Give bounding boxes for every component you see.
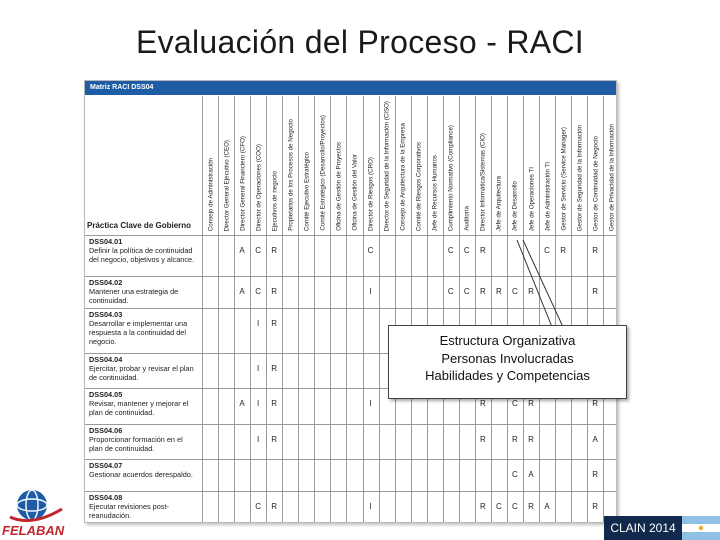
- raci-cell: R: [271, 399, 278, 408]
- role-name: Jefe de Desarrollo: [511, 180, 519, 231]
- raci-cell: I: [369, 287, 372, 296]
- raci-cell: C: [255, 501, 262, 511]
- raci-cell: I: [257, 319, 260, 328]
- raci-cell: I: [257, 364, 260, 373]
- callout-line-people: Personas Involucradas: [441, 350, 574, 366]
- practice-description-line: Revisar, mantener y mejorar el: [89, 399, 189, 408]
- raci-cell: R: [592, 287, 599, 296]
- raci-cell: R: [271, 501, 278, 511]
- practice-description-line: de continuidad.: [89, 373, 139, 382]
- practice-description-line: Definir la política de continuidad: [89, 246, 193, 255]
- practice-code: DSS04.06: [89, 426, 123, 435]
- raci-cell: R: [528, 435, 534, 444]
- callout-line-structure: Estructura Organizativa: [439, 333, 576, 348]
- role-name: Director General Ejecutivo (CEO): [223, 139, 231, 231]
- raci-cell: R: [271, 435, 278, 444]
- raci-cell: R: [479, 287, 486, 296]
- practice-description-line: Ejercitar, probar y revisar el plan: [89, 364, 194, 373]
- raci-cell: I: [369, 399, 372, 408]
- raci-cell: A: [528, 470, 534, 479]
- raci-cell: R: [479, 435, 486, 444]
- role-name: Oficina de Gestión de Proyectos: [335, 142, 343, 231]
- raci-cell: R: [271, 287, 278, 296]
- role-name: Gestor de Servicio (Service Manager): [560, 127, 568, 231]
- raci-cell: R: [479, 399, 486, 408]
- raci-cell: R: [592, 399, 599, 408]
- role-name: Director General Financiero (CFO): [239, 136, 247, 231]
- raci-cell: R: [592, 246, 599, 255]
- raci-cell: C: [512, 501, 518, 511]
- raci-cell: R: [528, 501, 534, 511]
- raci-cell: A: [544, 501, 550, 511]
- practice-code: DSS04.01: [89, 237, 123, 246]
- role-name: Comité de Riesgos Corporativos: [415, 141, 423, 231]
- raci-cell: R: [592, 470, 599, 479]
- raci-cell: C: [512, 399, 518, 408]
- callout-box: [388, 325, 627, 399]
- raci-cell: C: [255, 287, 262, 296]
- role-name: Jefe de Recursos Humanos: [431, 154, 439, 231]
- raci-cell: C: [544, 246, 550, 255]
- raci-cell: I: [369, 501, 372, 511]
- role-name: Comité Estratégico (Desarrollo/Proyectos): [319, 115, 327, 231]
- raci-cell: I: [257, 435, 260, 444]
- felaban-wordmark: FELABAN: [2, 523, 65, 538]
- raci-cell: R: [496, 287, 502, 296]
- practice-code: DSS04.08: [89, 493, 123, 502]
- role-name: Gestor de Privacidad de la Información: [608, 124, 616, 231]
- raci-cell: C: [255, 246, 262, 255]
- raci-cell: R: [479, 501, 486, 511]
- practice-description-line: Gestionar acuerdos derespaldo.: [89, 470, 193, 479]
- raci-cell: R: [271, 364, 278, 373]
- practice-code: DSS04.04: [89, 355, 123, 364]
- raci-cell: C: [463, 246, 470, 255]
- practice-description-line: reanudación.: [89, 511, 132, 520]
- raci-cell: C: [512, 287, 518, 296]
- role-name: Cumplimiento Normativo (Compliance): [447, 124, 455, 231]
- practice-description-line: Desarrollar e implementar una: [89, 319, 188, 328]
- raci-cell: R: [592, 501, 599, 511]
- role-name: Consejo de Arquitectura de la Empresa: [399, 123, 407, 231]
- flag-icon: [682, 516, 720, 540]
- role-name: Consejo de Administración: [207, 157, 215, 231]
- raci-cell: I: [257, 399, 260, 408]
- role-name: Ejecutivos de negocio: [271, 170, 279, 231]
- raci-cell: R: [271, 319, 278, 328]
- raci-cell: A: [239, 246, 245, 255]
- practice-code: DSS04.02: [89, 278, 123, 287]
- practice-description-line: plan de continuidad.: [89, 444, 155, 453]
- practice-description-line: del negocio, objetivos y alcance.: [89, 255, 195, 264]
- practice-column-header: Práctica Clave de Gobierno: [87, 221, 192, 230]
- role-name: Director Informática/Sistemas (CIO): [479, 133, 487, 231]
- role-name: Director de Operaciones (COO): [255, 144, 263, 231]
- raci-cell: R: [560, 246, 566, 255]
- raci-cell: C: [512, 470, 518, 479]
- practice-code: DSS04.05: [89, 390, 123, 399]
- matrix-title-bar: Matriz RACI DSS04: [85, 81, 616, 95]
- role-name: Oficina de Gestión del Valor: [351, 154, 359, 231]
- role-name: Auditoría: [463, 206, 471, 231]
- raci-cell: R: [512, 435, 518, 444]
- practice-description-line: plan de continuidad.: [89, 408, 155, 417]
- raci-cell: R: [479, 246, 486, 255]
- slide-title: Evaluación del Proceso - RACI: [135, 24, 584, 60]
- conference-badge: CLAIN 2014: [604, 516, 682, 540]
- raci-cell: C: [496, 501, 502, 511]
- raci-cell: C: [447, 246, 454, 255]
- raci-cell: A: [592, 435, 598, 444]
- role-name: Jefe de Arquitectura: [495, 175, 503, 231]
- role-name: Propietarios de los Procesos de Negocio: [287, 119, 295, 231]
- role-name: Director de Seguridad de la Información (CISO): [383, 100, 391, 231]
- raci-cell: A: [239, 399, 245, 408]
- role-name: Gestor de Continuidad de Negocio: [592, 136, 600, 231]
- practice-description-line: negocio.: [89, 337, 117, 346]
- raci-cell: R: [528, 399, 534, 408]
- role-name: Comité Ejecutivo Estratégico: [303, 151, 311, 231]
- practice-description-line: Ejecutar revisiones post-: [89, 502, 169, 511]
- practice-description-line: Mantener una estrategia de: [89, 287, 179, 296]
- raci-cell: R: [528, 287, 534, 296]
- raci-cell: C: [367, 246, 374, 255]
- raci-cell: R: [271, 246, 278, 255]
- callout-line-skills: Habilidades y Competencias: [425, 368, 590, 383]
- practice-description-line: Proporcionar formación en el: [89, 435, 183, 444]
- practice-description-line: continuidad.: [89, 296, 129, 305]
- practice-description-line: respuesta a la continuidad del: [89, 328, 186, 337]
- raci-cell: C: [463, 287, 470, 296]
- raci-cell: A: [239, 287, 245, 296]
- role-name: Jefe de Operaciones TI: [528, 166, 536, 231]
- raci-cell: C: [447, 287, 454, 296]
- role-name: Director de Riesgos (CRO): [367, 157, 375, 231]
- role-name: Jefe de Administración TI: [544, 161, 552, 231]
- practice-code: DSS04.07: [89, 461, 123, 470]
- role-name: Gestor de Seguridad de la Información: [576, 124, 584, 231]
- practice-code: DSS04.03: [89, 310, 123, 319]
